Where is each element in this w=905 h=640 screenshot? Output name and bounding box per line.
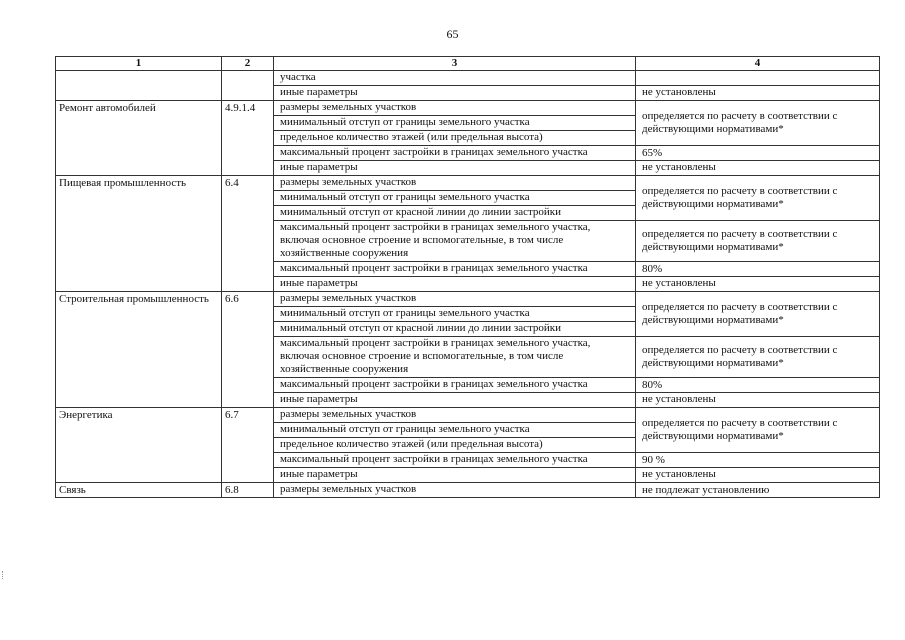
parameter-name: предельное количество этажей (или предельная высота) <box>274 438 636 453</box>
parameter-name: максимальный процент застройки в границах земельного участка <box>274 453 636 468</box>
land-use-code <box>222 71 274 101</box>
table-row <box>56 176 880 191</box>
parameter-value: определяется по расчету в соответствии с действующими нормативами* <box>636 292 880 337</box>
land-use-code: 4.9.1.4 <box>222 101 274 176</box>
parameter-name: размеры земельных участков <box>274 408 636 423</box>
table-row <box>56 71 880 86</box>
parameter-value: 80% <box>636 262 880 277</box>
land-use-type: Пищевая промышленность <box>56 176 222 292</box>
land-use-parameters-table <box>55 56 880 498</box>
parameter-name: иные параметры <box>274 86 636 101</box>
parameter-name: минимальный отступ от границы земельного участка <box>274 116 636 131</box>
parameter-value: определяется по расчету в соответствии с действующими нормативами* <box>636 221 880 262</box>
parameter-name: размеры земельных участков <box>274 176 636 191</box>
land-use-type: Связь <box>56 483 222 498</box>
land-use-code: 6.6 <box>222 292 274 408</box>
parameter-value: определяется по расчету в соответствии с действующими нормативами* <box>636 101 880 146</box>
parameter-value: 90 % <box>636 453 880 468</box>
parameter-name: минимальный отступ от красной линии до линии застройки <box>274 322 636 337</box>
parameter-value: не установлены <box>636 277 880 292</box>
parameter-value: не установлены <box>636 161 880 176</box>
parameter-name: максимальный процент застройки в границах земельного участка <box>274 146 636 161</box>
table-row <box>56 101 880 116</box>
land-use-type: Строительная промышленность <box>56 292 222 408</box>
land-use-type <box>56 71 222 101</box>
land-use-code: 6.7 <box>222 408 274 483</box>
table-header-row <box>56 57 880 71</box>
land-use-code: 6.4 <box>222 176 274 292</box>
page-number: 65 <box>446 27 459 41</box>
parameter-value: не установлены <box>636 393 880 408</box>
parameter-value: не установлены <box>636 86 880 101</box>
parameter-name: предельное количество этажей (или предельная высота) <box>274 131 636 146</box>
parameter-name: размеры земельных участков <box>274 101 636 116</box>
parameter-name: иные параметры <box>274 161 636 176</box>
land-use-code: 6.8 <box>222 483 274 498</box>
parameter-name: минимальный отступ от красной линии до линии застройки <box>274 206 636 221</box>
parameter-name: иные параметры <box>274 277 636 292</box>
parameter-value: 65% <box>636 146 880 161</box>
parameter-value <box>636 71 880 86</box>
parameter-name: размеры земельных участков <box>274 292 636 307</box>
column-header-4: 4 <box>636 57 880 71</box>
parameter-name: максимальный процент застройки в границах земельного участка, включая основное строение и вспомогательные, в том числе хозяйственные сооружения <box>274 337 636 378</box>
parameter-value: не подлежат установлению <box>636 483 880 498</box>
land-use-type: Энергетика <box>56 408 222 483</box>
parameter-name: минимальный отступ от границы земельного участка <box>274 191 636 206</box>
parameter-name: максимальный процент застройки в границах земельного участка <box>274 262 636 277</box>
parameter-name: максимальный процент застройки в границах земельного участка <box>274 378 636 393</box>
parameter-name: минимальный отступ от границы земельного участка <box>274 423 636 438</box>
land-use-type: Ремонт автомобилей <box>56 101 222 176</box>
parameter-value: определяется по расчету в соответствии с действующими нормативами* <box>636 408 880 453</box>
parameter-name: иные параметры <box>274 468 636 483</box>
parameter-value: не установлены <box>636 468 880 483</box>
column-header-1: 1 <box>56 57 222 71</box>
parameter-name: участка <box>274 71 636 86</box>
scan-margin-mark <box>2 571 5 579</box>
table-body <box>56 71 880 498</box>
parameter-value: 80% <box>636 378 880 393</box>
parameter-name: размеры земельных участков <box>274 483 636 498</box>
parameter-name: максимальный процент застройки в границах земельного участка, включая основное строение и вспомогательные, в том числе хозяйственные сооружения <box>274 221 636 262</box>
column-header-3: 3 <box>274 57 636 71</box>
table-row <box>56 292 880 307</box>
parameter-value: определяется по расчету в соответствии с действующими нормативами* <box>636 337 880 378</box>
parameter-name: иные параметры <box>274 393 636 408</box>
parameter-value: определяется по расчету в соответствии с действующими нормативами* <box>636 176 880 221</box>
column-header-2: 2 <box>222 57 274 71</box>
table-row <box>56 408 880 423</box>
parameter-name: минимальный отступ от границы земельного участка <box>274 307 636 322</box>
table-row <box>56 483 880 498</box>
